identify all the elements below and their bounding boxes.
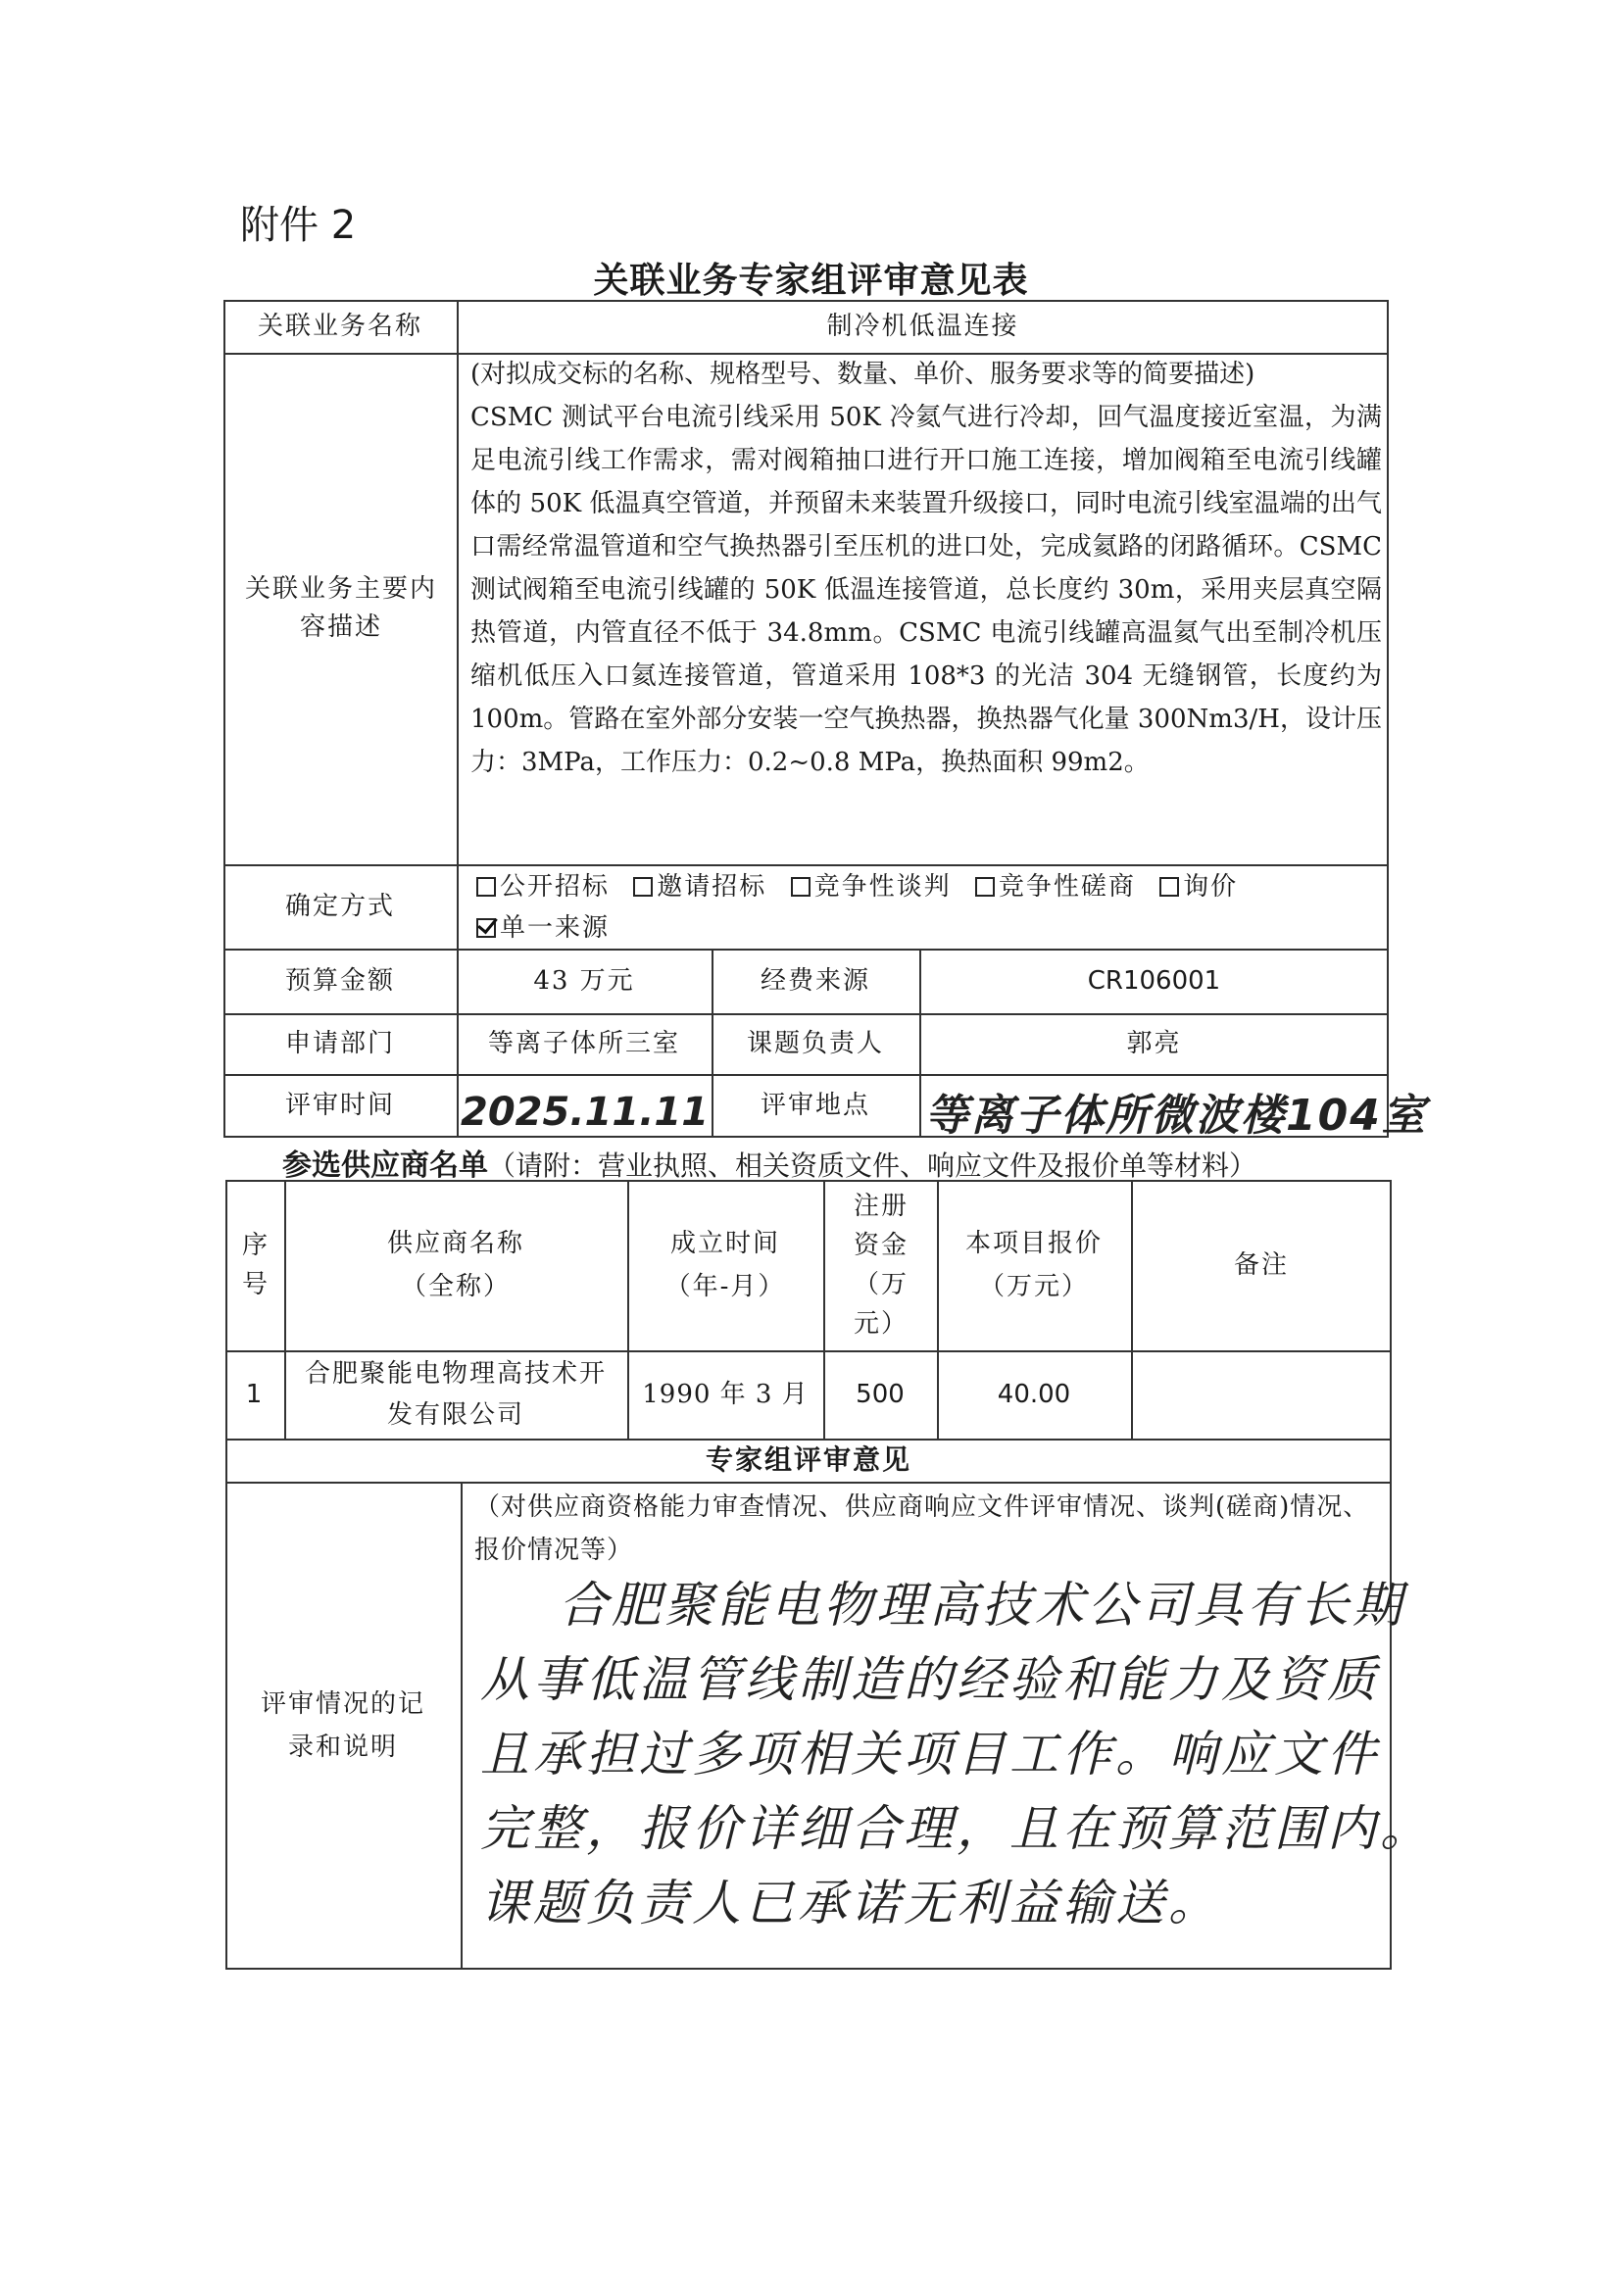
checkbox-icon [975,877,995,897]
review-line: 且承担过多项相关项目工作。响应文件 [480,1726,1380,1783]
review-line: 完整，报价详细合理，且在预算范围内。 [480,1800,1433,1857]
record-hint: （对供应商资格能力审查情况、供应商响应文件评审情况、谈判(磋商)情况、报价情况等） [474,1492,1370,1565]
supplier-row-capital: 500 [856,1379,905,1409]
form-title: 关联业务专家组评审意见表 [593,261,1029,301]
method-option-public[interactable]: 公开招标 [476,866,610,907]
header-no: 序号 [242,1231,270,1299]
method-option-single-source[interactable]: 单一来源 [476,907,610,949]
method-option-invite[interactable]: 邀请招标 [633,866,766,907]
method-option-consultation[interactable]: 竞争性磋商 [975,866,1136,907]
attachment-label: 附件 2 [240,203,357,248]
funding-value: CR106001 [1087,965,1221,996]
review-line: 合肥聚能电物理高技术公司具有长期 [559,1577,1405,1634]
header-quote: 本项目报价（万元） [964,1229,1103,1301]
method-options [476,866,1378,949]
review-time-label: 评审时间 [284,1091,395,1120]
checkbox-icon [476,877,496,897]
supplier-section-heading [282,1141,1256,1184]
business-name-label: 关联业务名称 [257,311,422,341]
content-label: 关联业务主要内容描述 [245,574,438,642]
method-label: 确定方式 [284,891,395,921]
review-time-value: 2025.11.11 [461,1090,710,1135]
checkbox-checked-icon [476,918,496,938]
content-description [470,353,1382,784]
method-option-inquiry[interactable]: 询价 [1159,866,1238,907]
header-capital: 注册资金（万元） [853,1192,909,1339]
supplier-row-established: 1990 年 3 月 [642,1379,809,1409]
supplier-section-note: （请附：营业执照、相关资质文件、响应文件及报价单等材料） [488,1149,1257,1182]
leader-value: 郭亮 [1126,1028,1182,1058]
dept-label: 申请部门 [284,1028,395,1058]
expert-section-title: 专家组评审意见 [705,1443,911,1476]
dept-value: 等离子体所三室 [487,1028,680,1058]
checkbox-icon [633,877,653,897]
checkbox-icon [791,877,811,897]
header-remark: 备注 [1233,1249,1289,1280]
header-supplier-name: 供应商名称（全称） [386,1229,524,1301]
supplier-row-no: 1 [245,1379,265,1409]
supplier-row-remark [1131,1350,1392,1439]
review-place-label: 评审地点 [760,1091,870,1120]
business-name-value: 制冷机低温连接 [826,311,1019,341]
record-label: 评审情况的记录和说明 [260,1689,425,1762]
review-line: 课题负责人已承诺无利益输送。 [480,1875,1221,1931]
leader-label: 课题负责人 [746,1028,884,1058]
supplier-row-quote: 40.00 [997,1379,1071,1409]
supplier-row-name: 合肥聚能电物理高技术开发有限公司 [304,1359,607,1430]
budget-value: 43 万元 [533,965,635,996]
handwritten-review [480,1568,1433,1940]
supplier-section-title: 参选供应商名单 [282,1148,488,1183]
header-established: 成立时间（年-月） [664,1229,786,1301]
review-place-value: 等离子体所微波楼104室 [925,1091,1427,1141]
budget-label: 预算金额 [284,965,395,996]
review-line: 从事低温管线制造的经验和能力及资质 [480,1651,1380,1708]
checkbox-icon [1159,877,1179,897]
funding-label: 经费来源 [760,965,870,996]
content-text: CSMC 测试平台电流引线采用 50K 冷氦气进行冷却，回气温度接近室温，为满足电流引线工作需求，需对阀箱抽口进行开口施工连接，增加阀箱至电流引线罐体的 50K 低温真空管道，并预留未来装置升级接口，同时电流引线室温端的出气口需经常温管道和空气换热器引至压机的进口处，完成氦路的闭路循环。CSMC 测试阀箱至电流引线罐的 50K 低温连接管道，总长度约 30m，采用夹层真空隔热管道，内管直径不低于 34.8mm。CSMC 电流引线罐高温氦气出至制冷机压缩机低压入口氦连接管道，管道采用 108*3 的光洁 304 无缝钢管，长度约为 100m。管路在室外部分安装一空气换热器，换热器气化量 300Nm3/H，设计压力：3MPa，工作压力：0.2~0.8 MPa，换热面积 99m2。 [470,403,1382,777]
method-option-negotiation[interactable]: 竞争性谈判 [791,866,952,907]
content-hint: (对拟成交标的名称、规格型号、数量、单价、服务要求等的简要描述) [470,360,1255,389]
